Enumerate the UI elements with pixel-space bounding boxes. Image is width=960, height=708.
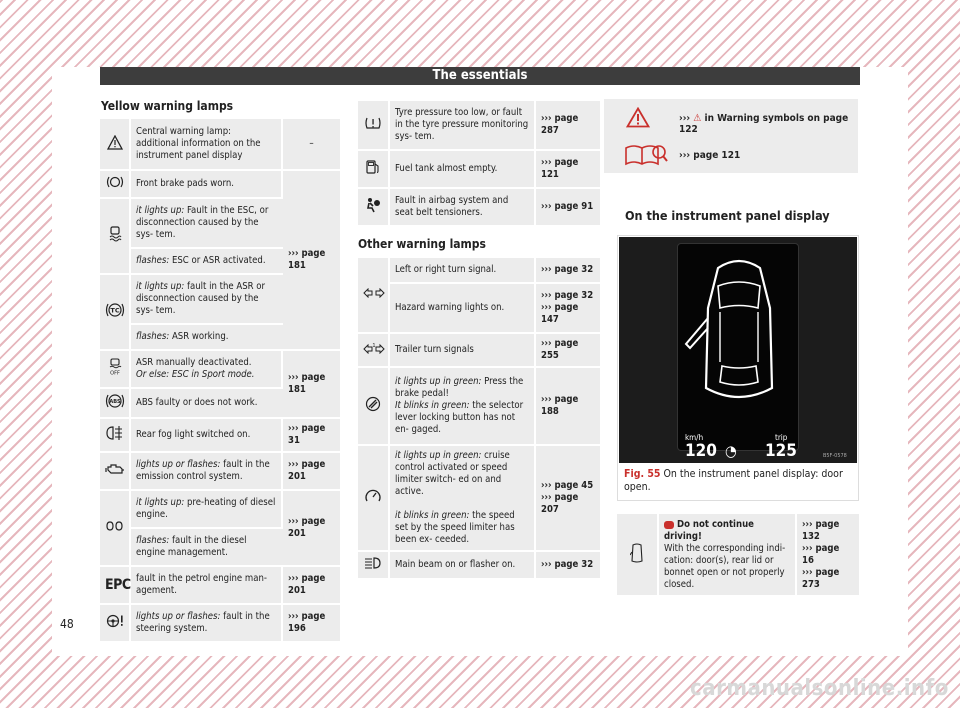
table-row bbox=[358, 189, 600, 225]
condition-label: it lights up: bbox=[136, 205, 185, 216]
lamp-icon-cell bbox=[358, 101, 390, 149]
page-ref: ››› page 91 bbox=[536, 189, 600, 225]
page-ref: ››› page 201 bbox=[283, 453, 340, 489]
lamp-icon-cell bbox=[100, 419, 131, 451]
page-ref: ››› page 201 bbox=[283, 567, 340, 603]
lamp-description: ABS faulty or does not work. bbox=[131, 389, 283, 417]
table-row bbox=[100, 419, 340, 451]
lamp-icon-cell bbox=[100, 453, 131, 489]
table-row bbox=[617, 514, 859, 595]
tc-icon bbox=[105, 302, 125, 318]
lamp-icon-cell bbox=[358, 552, 390, 578]
table-row bbox=[100, 605, 340, 641]
read-manual-icon bbox=[624, 142, 668, 168]
lamp-icon-cell bbox=[100, 199, 131, 273]
warning-info-box bbox=[604, 99, 858, 173]
condition-label: flashes: bbox=[136, 535, 170, 546]
lamp-icon-cell bbox=[358, 258, 390, 332]
trailer-turn-icon bbox=[363, 342, 385, 354]
condition-label: flashes: bbox=[136, 255, 170, 266]
table-row bbox=[358, 446, 600, 550]
page-ref: ››› page 32 bbox=[536, 552, 600, 578]
condition-text: ESC or ASR activated. bbox=[171, 255, 266, 266]
condition-label: It blinks in green: bbox=[395, 400, 470, 411]
condition-text: ASR working. bbox=[171, 331, 229, 342]
trip-value: 125 bbox=[765, 441, 797, 461]
page-ref-shared: ››› page 181 bbox=[283, 171, 340, 349]
lamp-icon-cell bbox=[358, 334, 390, 366]
yellow-lamps-table-2-wrap bbox=[358, 99, 600, 227]
speed-unit: km/h bbox=[685, 433, 704, 442]
figure-caption-text: On the instrument panel display: door open. bbox=[624, 468, 843, 493]
yellow-lamps-table-wrap bbox=[100, 117, 340, 643]
page-ref: ››› page 255 bbox=[536, 334, 600, 366]
other-lamps-table-wrap bbox=[358, 256, 600, 580]
figure-code: B5F-0578 bbox=[823, 453, 847, 459]
speed-limiter-icon: ◔ bbox=[725, 442, 737, 460]
table-row bbox=[100, 119, 340, 169]
door-warning-table-wrap bbox=[617, 514, 859, 595]
abs-icon bbox=[105, 393, 125, 409]
airbag-icon bbox=[364, 197, 382, 213]
table-row bbox=[100, 567, 340, 603]
table-row bbox=[100, 491, 340, 527]
ref-text: in Warning symbols on page 122 bbox=[679, 113, 849, 135]
trip-label: trip bbox=[775, 433, 788, 442]
table-row bbox=[358, 151, 600, 187]
condition-text: fault in the steering system. bbox=[136, 611, 270, 634]
lamp-description bbox=[390, 368, 536, 444]
page-ref: ››› page 32 bbox=[536, 258, 600, 282]
lamp-icon-cell bbox=[358, 189, 390, 225]
page-ref-line: ››› page 273 bbox=[802, 566, 840, 590]
condition-text: fault in the ASR or disconnection caused by the sys- tem. bbox=[136, 281, 266, 316]
condition-text: ASR manually deactivated. bbox=[136, 357, 252, 368]
page-ref: ››› page 31 bbox=[283, 419, 340, 451]
rear-fog-icon bbox=[105, 426, 125, 440]
lamp-icon-cell bbox=[100, 119, 131, 169]
figure-caption bbox=[624, 468, 854, 494]
yellow-lamps-table-2 bbox=[358, 99, 600, 227]
warning-symbols-ref bbox=[679, 113, 858, 135]
table-row bbox=[358, 368, 600, 444]
lamp-icon-cell bbox=[100, 605, 131, 641]
table-row bbox=[358, 101, 600, 149]
figure-55 bbox=[617, 235, 859, 501]
condition-text: pre-heating of diesel engine. bbox=[136, 497, 276, 520]
lamp-description: Trailer turn signals bbox=[390, 334, 536, 366]
svg-text:1: 1 bbox=[372, 343, 376, 349]
lamp-description: fault in the petrol engine man- agement. bbox=[131, 567, 283, 603]
other-lamps-table bbox=[358, 256, 600, 580]
epc-icon: EPC bbox=[105, 576, 131, 593]
page-ref-line: ››› page 132 bbox=[802, 518, 840, 542]
page-ref bbox=[536, 446, 600, 550]
condition-text: Press the brake pedal! bbox=[395, 376, 524, 399]
main-beam-icon bbox=[363, 557, 383, 569]
warning-triangle-icon bbox=[626, 107, 650, 128]
lamp-description: Left or right turn signal. bbox=[390, 258, 536, 282]
condition-label: it lights up: bbox=[136, 281, 185, 292]
table-row bbox=[358, 552, 600, 578]
door-warning-table bbox=[617, 514, 859, 595]
esc-off-icon bbox=[107, 358, 123, 376]
condition-text: fault in the diesel engine management. bbox=[136, 535, 247, 558]
condition-text: Fault in the ESC, or disconnection caused by the sys- tem. bbox=[136, 205, 269, 240]
svg-text:TC: TC bbox=[110, 306, 120, 315]
lamp-description: Central warning lamp: additional information on the instrument panel display bbox=[131, 119, 283, 169]
display-screen bbox=[677, 243, 799, 451]
lamp-icon-cell bbox=[358, 151, 390, 187]
condition-label: lights up or flashes: bbox=[136, 611, 221, 622]
steering-icon bbox=[105, 614, 125, 628]
door-warning-title: Do not continue driving! bbox=[664, 519, 754, 542]
yellow-lamps-title: Yellow warning lamps bbox=[101, 99, 234, 113]
glow-plug-icon bbox=[105, 520, 125, 532]
car-top-view-icon bbox=[678, 248, 800, 418]
page-ref: ››› page 196 bbox=[283, 605, 340, 641]
page-number: 48 bbox=[60, 617, 74, 631]
warning-triangle-icon bbox=[107, 135, 123, 150]
figure-label: Fig. 55 bbox=[624, 468, 661, 480]
lamp-description bbox=[131, 351, 283, 387]
tyre-pressure-icon bbox=[364, 116, 382, 130]
lamp-description bbox=[131, 199, 283, 247]
condition-text: the speed set by the speed limiter has been ex- ceeded. bbox=[395, 510, 515, 545]
lamp-description bbox=[390, 446, 536, 550]
lamp-description: Hazard warning lights on. bbox=[390, 284, 536, 332]
other-lamps-title: Other warning lamps bbox=[358, 237, 486, 251]
page-ref bbox=[536, 284, 600, 332]
page-ref bbox=[797, 514, 859, 595]
lamp-description bbox=[131, 605, 283, 641]
lamp-description: Tyre pressure too low, or fault in the tyre pressure monitoring sys- tem. bbox=[390, 101, 536, 149]
page-ref-line: ››› page 45 bbox=[541, 480, 594, 491]
svg-text:OFF: OFF bbox=[109, 370, 120, 376]
lamp-description: Fault in airbag system and seat belt tensioners. bbox=[390, 189, 536, 225]
condition-label: it lights up in green: bbox=[395, 376, 482, 387]
door-warning-description bbox=[659, 514, 797, 595]
lamp-icon-cell bbox=[100, 351, 131, 387]
lamp-description bbox=[131, 249, 283, 273]
speed-value: 120 bbox=[685, 441, 717, 461]
turn-signal-icon bbox=[363, 288, 385, 298]
panel-display-title: On the instrument panel display bbox=[625, 208, 830, 223]
page-ref-shared: ››› page 181 bbox=[283, 351, 340, 417]
lamp-icon-cell bbox=[358, 368, 390, 444]
fuel-icon bbox=[365, 159, 381, 175]
brake-pads-icon bbox=[106, 175, 124, 189]
condition-label: it lights up: bbox=[136, 497, 185, 508]
instrument-panel-image bbox=[619, 237, 857, 463]
lamp-description: Fuel tank almost empty. bbox=[390, 151, 536, 187]
lamp-description bbox=[131, 453, 283, 489]
svg-text:ABS: ABS bbox=[109, 399, 121, 405]
lamp-description bbox=[131, 491, 283, 527]
page-ref-line: ››› page 32 bbox=[541, 290, 594, 301]
lamp-icon-cell bbox=[100, 491, 131, 565]
lamp-icon-cell bbox=[358, 446, 390, 550]
cruise-icon bbox=[364, 488, 382, 504]
lamp-description bbox=[131, 275, 283, 323]
table-row bbox=[358, 284, 600, 332]
lamp-icon-cell bbox=[100, 567, 131, 603]
watermark: carmanualsonline.info bbox=[690, 676, 949, 701]
lamp-description bbox=[131, 529, 283, 565]
condition-text: cruise control activated or speed limiter switch- ed on and active. bbox=[395, 450, 510, 497]
page-ref-line: ››› page 147 bbox=[541, 302, 579, 325]
page-ref-line: ››› page 207 bbox=[541, 492, 579, 515]
condition-label: it lights up in green: bbox=[395, 450, 482, 461]
table-row bbox=[100, 351, 340, 387]
small-warning-icon: ⚠ bbox=[693, 113, 702, 124]
red-door-lamp-icon bbox=[664, 521, 674, 529]
lamp-icon-cell bbox=[100, 171, 131, 197]
table-row bbox=[100, 171, 340, 197]
condition-label: flashes: bbox=[136, 331, 170, 342]
table-row bbox=[100, 453, 340, 489]
page-ref: ››› page 287 bbox=[536, 101, 600, 149]
table-row bbox=[358, 258, 600, 282]
page-121-ref: ››› page 121 bbox=[679, 150, 741, 161]
table-row bbox=[358, 334, 600, 366]
condition-text: fault in the emission control system. bbox=[136, 459, 270, 482]
condition-label: lights up or flashes: bbox=[136, 459, 221, 470]
lamp-description: Rear fog light switched on. bbox=[131, 419, 283, 451]
page-ref: ››› page 201 bbox=[283, 491, 340, 565]
page-header: The essentials bbox=[100, 67, 860, 85]
lamp-description: Main beam on or flasher on. bbox=[390, 552, 536, 578]
engine-icon bbox=[105, 462, 125, 476]
esc-icon bbox=[107, 226, 123, 242]
page-ref: ››› page 121 bbox=[536, 151, 600, 187]
lamp-icon-cell bbox=[100, 389, 131, 417]
lamp-icon-cell bbox=[100, 275, 131, 349]
door-warning-text: With the corresponding indi- cation: door(s), rear lid or bonnet open or not properly closed. bbox=[664, 543, 786, 590]
lamp-description bbox=[131, 325, 283, 349]
door-warning-heading bbox=[664, 519, 790, 543]
page-ref: – bbox=[283, 119, 340, 169]
condition-text: the selector lever locking button has not en- gaged. bbox=[395, 400, 524, 435]
page-ref-line: ››› page 16 bbox=[802, 542, 840, 566]
lamp-description: Front brake pads worn. bbox=[131, 171, 283, 197]
lamp-icon-cell bbox=[617, 514, 659, 595]
ref-arrows: ››› bbox=[679, 113, 691, 124]
yellow-lamps-table bbox=[100, 117, 340, 643]
brake-pedal-icon bbox=[364, 396, 382, 412]
door-open-icon bbox=[630, 543, 644, 563]
page-ref: ››› page 188 bbox=[536, 368, 600, 444]
condition-label: it blinks in green: bbox=[395, 510, 470, 521]
condition-text: Or else: ESC in Sport mode. bbox=[136, 369, 255, 380]
